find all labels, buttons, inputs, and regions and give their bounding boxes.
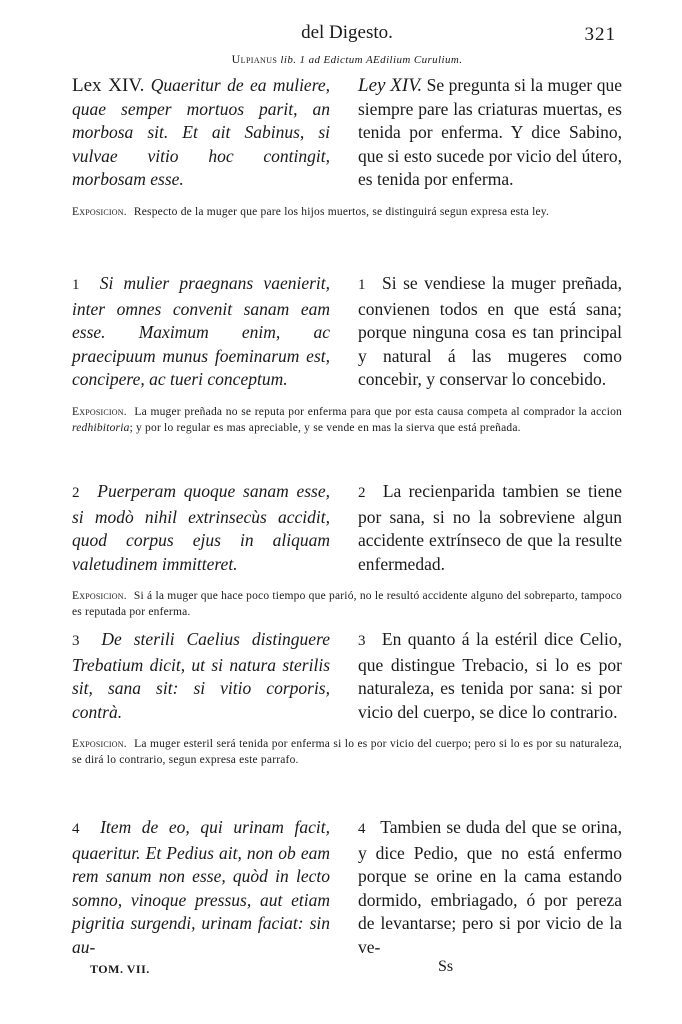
spanish-text: En quanto á la estéril dice Celio, que distingue Trebacio, si lo es por naturaleza, es tenida por sana: si por vicio del cuerpo, se dice lo contrario.	[358, 629, 622, 722]
paragraph-number: 2	[358, 485, 366, 501]
page-number: 321	[584, 24, 616, 45]
source-citation	[72, 52, 622, 67]
paragraph-number: 1	[358, 277, 366, 293]
paragraph-4-section	[72, 816, 622, 959]
page-footer	[72, 958, 622, 982]
latin-text: Quaeritur de ea muliere, quae semper mortuos parit, an morbosa sit. Et ait Sabinus, si vulvae vitio hoc contingit, morbosam esse.	[72, 75, 330, 189]
spanish-column	[358, 816, 622, 959]
page-header	[72, 18, 622, 48]
latin-column	[72, 272, 330, 392]
exposicion-label: Exposicion.	[72, 590, 127, 602]
lex-label: Lex XIV.	[72, 75, 145, 96]
spanish-column	[358, 272, 622, 392]
paragraph-number: 1	[72, 277, 80, 293]
exposicion-label: Exposicion.	[72, 738, 127, 750]
page	[72, 0, 622, 1024]
latin-text: Item de eo, qui urinam facit, quaeritur. Et Pedius ait, non ob eam rem sanum non esse, quòd in lecto somno, vinoque pressus, aut etiam pigritia surgendi, urinam faciat: sin au-	[72, 817, 331, 957]
exposicion-italic-term: redhibitoria	[72, 421, 130, 434]
paragraph-number: 3	[358, 633, 366, 649]
paragraph-2-section	[72, 480, 622, 620]
paragraph-1-section	[72, 272, 622, 436]
latin-column	[72, 816, 330, 959]
latin-column	[72, 480, 330, 576]
exposicion-note	[72, 204, 622, 220]
spanish-column	[358, 480, 622, 576]
latin-column	[72, 74, 330, 192]
latin-text: Puerperam quoque sanam esse, si modò nihil extrinsecùs accidit, quod corpus ejus in aliquam valetudinem immitteret.	[72, 481, 331, 574]
paragraph-3-section	[72, 628, 622, 768]
source-work: lib. 1 ad Edictum AEdilium Curulium.	[280, 54, 463, 66]
exposicion-note	[72, 588, 622, 620]
paragraph-number: 3	[72, 633, 80, 649]
running-head: del Digesto.	[301, 22, 393, 43]
spanish-text: Se pregunta si la muger que siempre pare las criaturas muertas, es tenida por enferma. Y dice Sabino, que si esto sucede por vicio del útero, es tenida por enferma.	[358, 75, 622, 189]
lex-14-section	[72, 74, 622, 220]
spanish-text: Si se vendiese la muger preñada, convienen todos en que está sana; porque ninguna cosa es tan principal y natural á las mugeres como concebir, y conservar lo concebido.	[358, 273, 622, 389]
signature-mark: Ss	[438, 958, 454, 975]
exposicion-label: Exposicion.	[72, 205, 127, 218]
latin-text: De sterili Caelius distinguere Trebatium dicit, ut si natura sterilis sit, sana sit: si vitio corporis, contrà.	[72, 629, 330, 722]
paragraph-number: 4	[72, 821, 80, 837]
spanish-text: La recienparida tambien se tiene por sana, si no la sobreviene algun accidente extrínseco de que la resulte enfermedad.	[358, 481, 622, 574]
exposicion-text: La muger preñada no se reputa por enferma para que por esta causa competa al comprador la accion	[134, 405, 623, 418]
paragraph-number: 4	[358, 821, 366, 837]
exposicion-text: La muger esteril será tenida por enferma si lo es por vicio del cuerpo; pero si lo es por su naturaleza, se dirá lo contrario, segun expresa este parrafo.	[72, 738, 622, 766]
volume-label: TOM. VII.	[90, 962, 150, 976]
exposicion-note	[72, 736, 622, 768]
spanish-column	[358, 74, 622, 192]
latin-column	[72, 628, 330, 724]
spanish-column	[358, 628, 622, 724]
exposicion-label: Exposicion.	[72, 405, 127, 418]
exposicion-text-cont: ; y por lo regular es mas apreciable, y se vende en mas la sierva que está preñada.	[129, 421, 521, 434]
source-author: Ulpianus	[231, 52, 278, 66]
exposicion-text: Respecto de la muger que pare los hijos muertos, se distinguirá segun expresa esta ley.	[133, 205, 550, 218]
latin-text: Si mulier praegnans vaenierit, inter omnes convenit sanam eam esse. Maximum enim, ac praecipuum munus foeminarum est, concipere, ac tueri conceptum.	[72, 273, 331, 389]
paragraph-number: 2	[72, 485, 80, 501]
ley-label: Ley XIV.	[358, 75, 423, 96]
exposicion-note	[72, 404, 622, 436]
exposicion-text: Si á la muger que hace poco tiempo que parió, no le resultó accidente alguno del sobreparto, tampoco es reputada por enferma.	[72, 590, 623, 618]
spanish-text: Tambien se duda del que se orina, y dice Pedio, que no está enfermo porque se orine en la cama estando dormido, embriagado, ó por pereza de levantarse; pero si por vicio de la ve-	[358, 817, 622, 957]
